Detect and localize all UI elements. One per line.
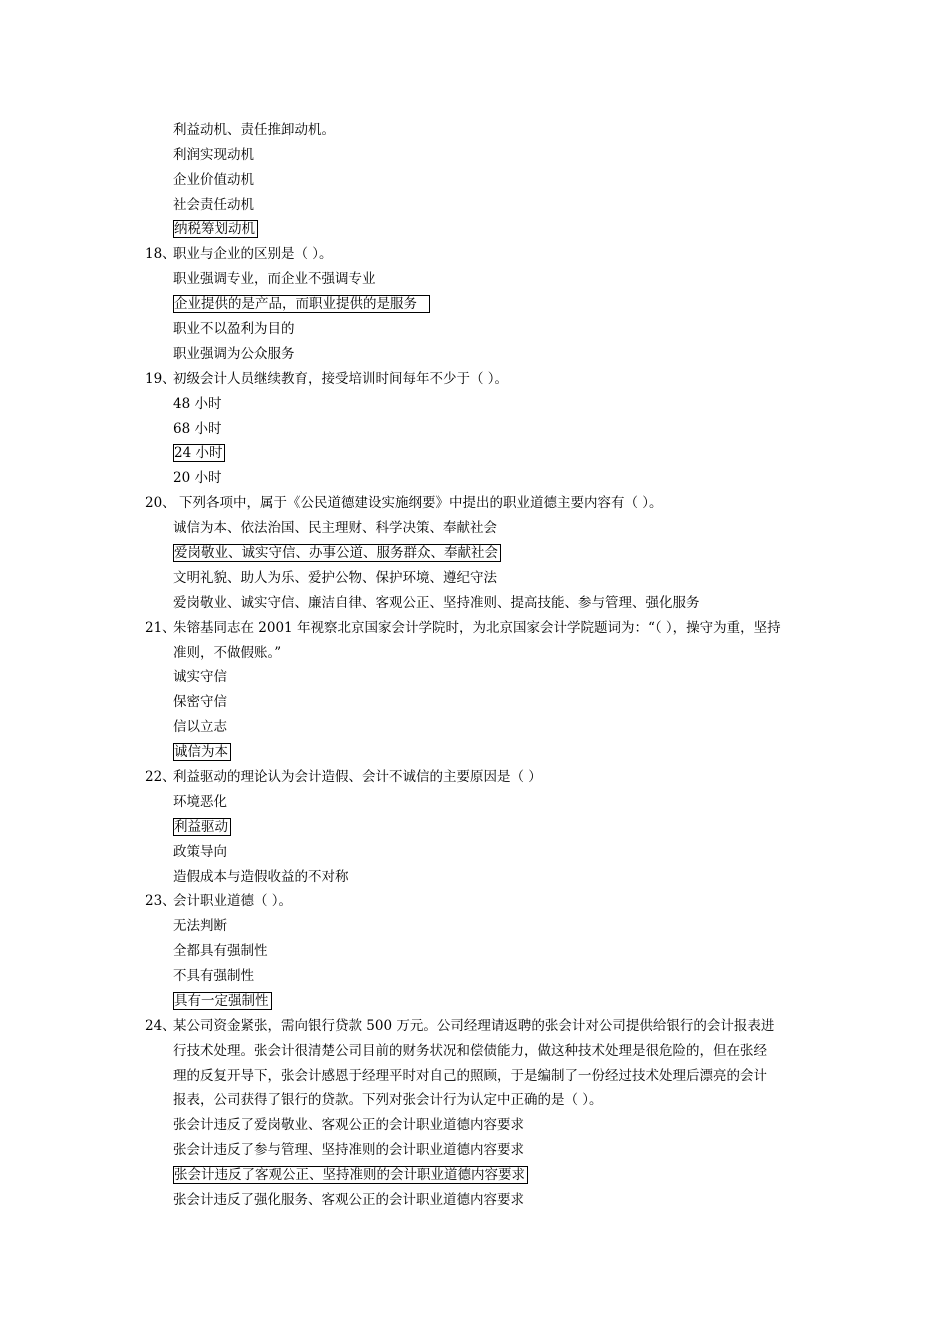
option-text: 利润实现动机 [173,147,254,163]
option-text: 保密守信 [173,694,227,710]
option-text: 职业强调专业，而企业不强调专业 [173,271,376,287]
answer-box: 24 小时 [173,444,225,462]
question-text-continued: 准则，不做假账。” [173,645,282,661]
answer-box: 具有一定强制性 [173,992,272,1010]
question-text: 职业与企业的区别是（ ）。 [173,246,333,262]
option-text: 48 小时 [173,396,222,412]
option-text: 张会计违反了参与管理、坚持准则的会计职业道德内容要求 [173,1142,524,1158]
answer-option [173,1165,528,1185]
question-number: 20、 [145,495,176,511]
option-text: 68 小时 [173,421,222,437]
question-text: 初级会计人员继续教育，接受培训时间每年不少于（ ）。 [173,371,509,387]
option-text: 利益动机、责任推卸动机。 [173,122,335,138]
option-text: 职业强调为公众服务 [173,346,295,362]
question-text-continued: 报表，公司获得了银行的贷款。下列对张会计行为认定中正确的是（ ）。 [173,1092,603,1108]
question-number: 22、 [145,769,176,785]
option-text: 诚信为本、依法治国、民主理财、科学决策、奉献社会 [173,520,497,536]
question-18 [145,244,333,264]
answer-option [173,742,231,762]
answer-box: 诚信为本 [173,743,231,761]
question-number: 18、 [145,246,176,262]
question-19 [145,369,509,389]
answer-option [173,219,258,239]
option-text: 诚实守信 [173,669,227,685]
answer-box: 张会计违反了客观公正、坚持准则的会计职业道德内容要求 [173,1166,528,1184]
option-text: 张会计违反了爱岗敬业、客观公正的会计职业道德内容要求 [173,1117,524,1133]
option-text: 企业价值动机 [173,172,254,188]
question-number: 23、 [145,893,176,909]
option-text: 无法判断 [173,918,227,934]
answer-box: 企业提供的是产品，而职业提供的是服务 [173,295,430,313]
answer-box: 利益驱动 [173,818,231,836]
question-21 [145,618,781,638]
answer-option [173,443,225,463]
question-text: 下列各项中，属于《公民道德建设实施纲要》中提出的职业道德主要内容有（ ）。 [179,495,663,511]
question-text-continued: 行技术处理。张会计很清楚公司目前的财务状况和偿债能力，做这种技术处理是很危险的，但在张经 [173,1043,767,1059]
answer-option [173,817,231,837]
answer-box: 爱岗敬业、诚实守信、办事公道、服务群众、奉献社会 [173,544,501,562]
option-text: 信以立志 [173,719,227,735]
question-20 [145,493,663,513]
option-text: 环境恶化 [173,794,227,810]
question-number: 24、 [145,1018,176,1034]
option-text: 全都具有强制性 [173,943,268,959]
question-text: 朱镕基同志在 2001 年视察北京国家会计学院时，为北京国家会计学院题词为：“（ ），操守为重，坚持 [173,620,781,636]
option-text: 文明礼貌、助人为乐、爱护公物、保护环境、遵纪守法 [173,570,497,586]
question-text: 某公司资金紧张，需向银行贷款 500 万元。公司经理请返聘的张会计对公司提供给银行的会计报表进 [173,1018,775,1034]
option-text: 张会计违反了强化服务、客观公正的会计职业道德内容要求 [173,1192,524,1208]
question-number: 19、 [145,371,176,387]
answer-box: 纳税筹划动机 [173,220,258,238]
question-text: 会计职业道德（ ）。 [173,893,293,909]
question-22 [145,767,542,787]
question-text: 利益驱动的理论认为会计造假、会计不诚信的主要原因是（ ） [173,769,542,785]
option-text: 社会责任动机 [173,197,254,213]
answer-option [173,991,272,1011]
answer-option [173,543,501,563]
question-number: 21、 [145,620,176,636]
question-text-continued: 理的反复开导下，张会计感恩于经理平时对自己的照顾，于是编制了一份经过技术处理后漂亮的会计 [173,1068,767,1084]
option-text: 不具有强制性 [173,968,254,984]
answer-option [173,294,430,314]
option-text: 爱岗敬业、诚实守信、廉洁自律、客观公正、坚持准则、提高技能、参与管理、强化服务 [173,595,700,611]
option-text: 政策导向 [173,844,227,860]
option-text: 20 小时 [173,470,222,486]
option-text: 造假成本与造假收益的不对称 [173,869,349,885]
question-24 [145,1016,775,1036]
option-text: 职业不以盈利为目的 [173,321,295,337]
question-23 [145,891,293,911]
